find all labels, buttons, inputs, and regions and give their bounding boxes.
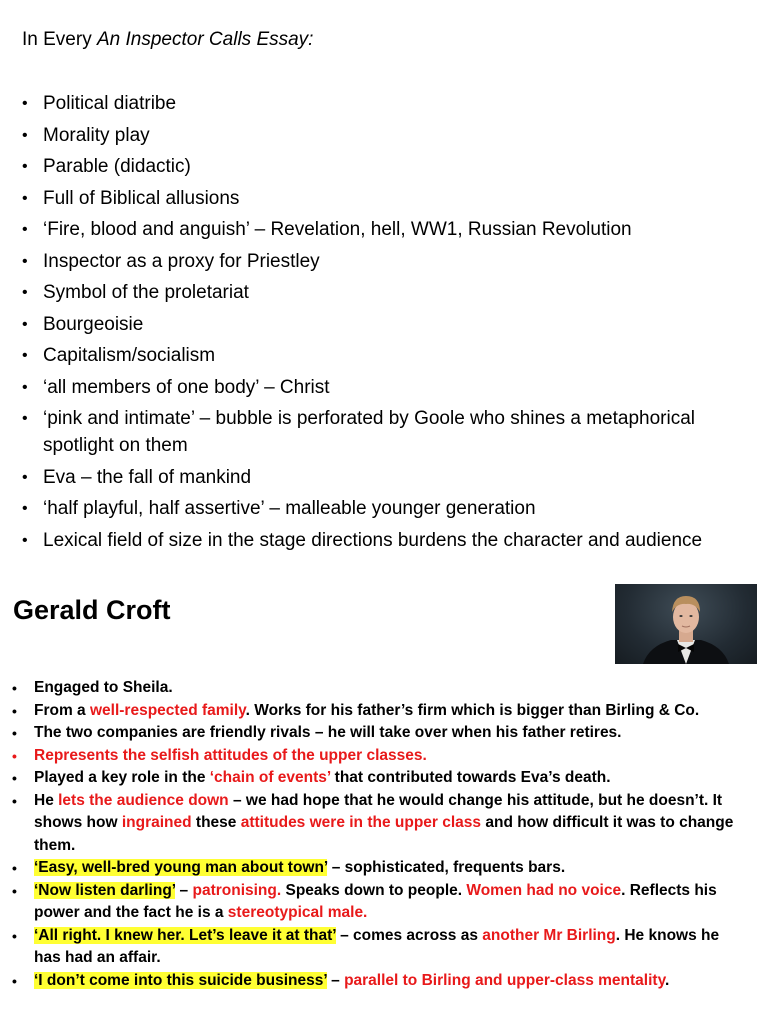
text-segment: – (326, 971, 345, 989)
list-item: • ‘pink and intimate’ – bubble is perforated by Goole who shines a metaphorical spotlight on them (22, 405, 757, 459)
text-segment: . He knows he has had an affair. (34, 926, 720, 966)
section-title: Gerald Croft (13, 595, 171, 625)
text-segment: – we had hope that he would change his attitude, but he doesn’t. It shows how (34, 791, 723, 831)
emphasis-text: Represents the selfish attitudes of the upper classes. (34, 746, 427, 764)
essay-points-list (22, 90, 757, 558)
portrait-illustration (615, 584, 757, 664)
text-segment: – sophisticated, frequents bars. (327, 859, 566, 876)
heading-title: An Inspector Calls Essay: (96, 29, 314, 50)
highlighted-quote: ‘All right. I knew her. Let’s leave it at that’ (34, 926, 336, 944)
heading-prefix: In Every (22, 29, 97, 50)
gerald-croft-photo (615, 584, 757, 664)
list-item (12, 970, 747, 993)
text-segment: Speaks down to people. (281, 881, 467, 899)
list-item (12, 880, 747, 925)
emphasis-text: ingrained (121, 814, 192, 831)
list-item: • Political diatribe (22, 90, 757, 117)
list-item (12, 790, 747, 858)
list-item: • ‘Fire, blood and anguish’ – Revelation, hell, WW1, Russian Revolution (22, 216, 757, 243)
text-segment: . Reflects his power and the fact he is a (34, 881, 717, 921)
list-item: • Inspector as a proxy for Priestley (22, 248, 757, 275)
emphasis-text: another Mr Birling (482, 926, 616, 944)
text-segment: The two companies are friendly rivals – he will take over when his father retires. (34, 724, 622, 741)
text-segment: He (34, 791, 59, 809)
list-item (12, 700, 747, 723)
list-item (12, 767, 747, 790)
list-item: • ‘all members of one body’ – Christ (22, 374, 757, 401)
text-segment: . Works for his father’s firm which is bigger than Birling & Co. (245, 701, 700, 719)
text-segment: From a (34, 701, 90, 719)
list-item: • ‘half playful, half assertive’ – malleable younger generation (22, 495, 757, 522)
list-item (12, 722, 747, 745)
list-item: • Bourgeoisie (22, 311, 757, 338)
emphasis-text: Women had no voice (466, 881, 622, 899)
list-item: • Lexical field of size in the stage directions burdens the character and audience (22, 527, 757, 554)
emphasis-text: stereotypical male. (227, 904, 368, 921)
list-item: • Morality play (22, 122, 757, 149)
text-segment: these (191, 814, 241, 831)
list-item (12, 677, 747, 700)
emphasis-text: attitudes were in the upper class (240, 814, 482, 831)
highlighted-quote: ‘Easy, well-bred young man about town’ (34, 859, 328, 876)
emphasis-text: patronising. (192, 881, 282, 899)
list-item: • Full of Biblical allusions (22, 185, 757, 212)
text-segment: . (665, 971, 670, 989)
text-segment: – comes across as (335, 926, 483, 944)
essay-heading (22, 28, 313, 52)
list-item: • Parable (didactic) (22, 153, 757, 180)
emphasis-text: well-respected family (89, 701, 246, 719)
list-item (12, 925, 747, 970)
text-segment: and how difficult it was to change them. (34, 814, 734, 854)
list-item: • Symbol of the proletariat (22, 279, 757, 306)
text-segment: Engaged to Sheila. (34, 679, 173, 696)
list-item: • Capitalism/socialism (22, 342, 757, 369)
emphasis-text: parallel to Birling and upper-class mentality (344, 971, 666, 989)
emphasis-text: lets the audience down (58, 791, 229, 809)
highlighted-quote: ‘Now listen darling’ (34, 881, 176, 899)
highlighted-quote: ‘I don’t come into this suicide business’ (34, 971, 327, 989)
emphasis-text: ‘chain of events’ (209, 769, 331, 786)
text-segment: Played a key role in the (34, 769, 210, 786)
gerald-points-list (12, 677, 747, 992)
list-item: • Eva – the fall of mankind (22, 464, 757, 491)
text-segment: – (175, 881, 193, 899)
list-item (12, 745, 747, 768)
list-item (12, 857, 747, 880)
text-segment: that contributed towards Eva’s death. (330, 769, 611, 786)
